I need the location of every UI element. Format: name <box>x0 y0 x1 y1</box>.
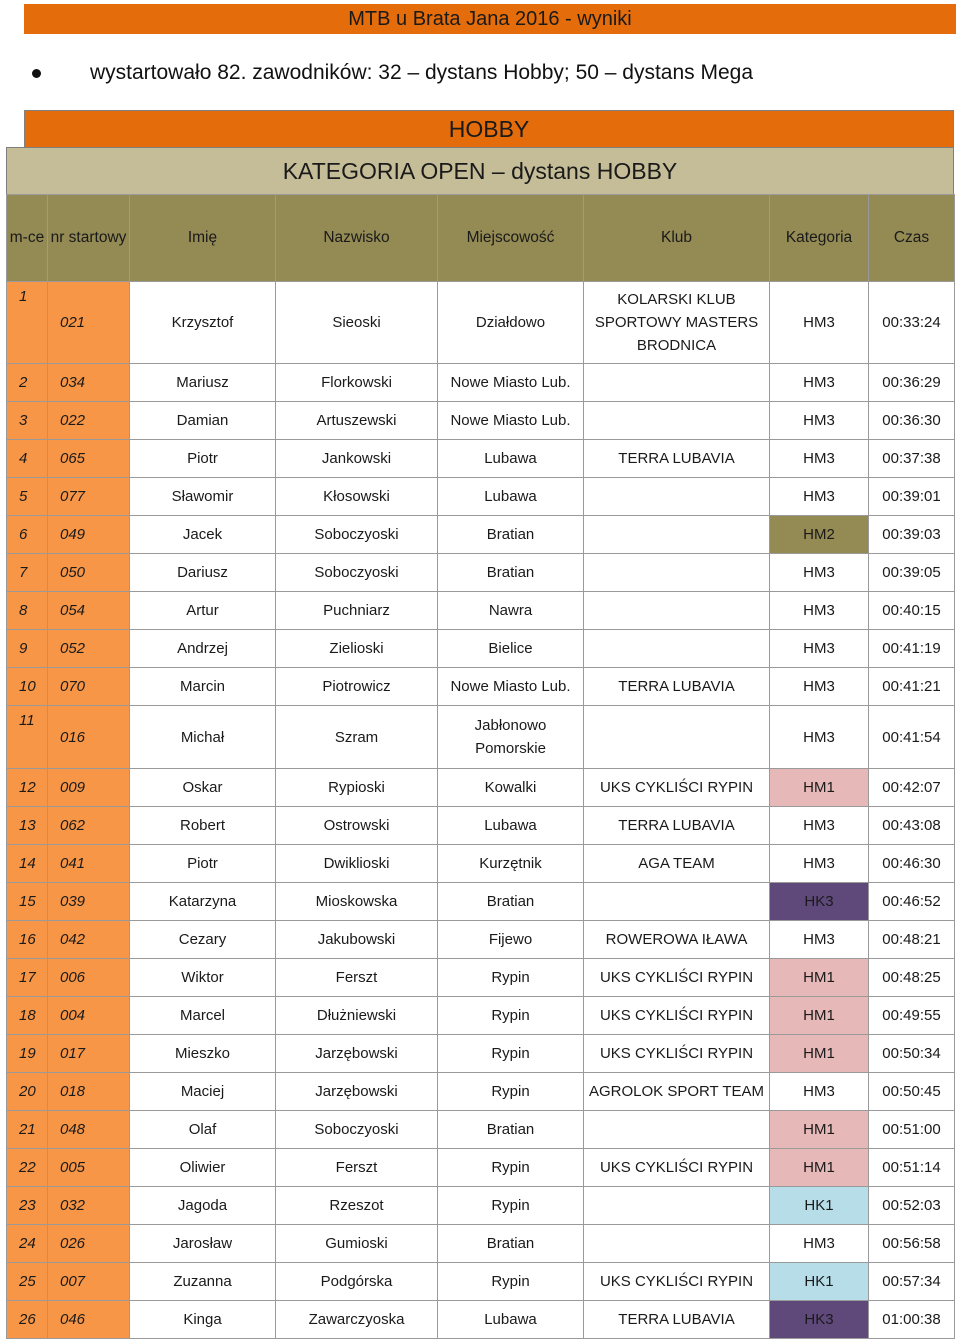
cell-kategoria: HM1 <box>770 1035 869 1073</box>
cell-czas: 00:43:08 <box>869 807 955 845</box>
table-row <box>7 516 955 554</box>
cell-klub: TERRA LUBAVIA <box>584 807 770 845</box>
cell-czas: 00:41:19 <box>869 630 955 668</box>
cell-miejscowosc: Nawra <box>438 592 584 630</box>
cell-klub: TERRA LUBAVIA <box>584 440 770 478</box>
cell-place: 2 <box>7 364 48 402</box>
cell-kategoria: HM3 <box>770 402 869 440</box>
cell-place: 26 <box>7 1301 48 1339</box>
cell-nazwisko: Soboczyoski <box>276 1111 438 1149</box>
cell-nazwisko: Zielioski <box>276 630 438 668</box>
cell-miejscowosc: Kurzętnik <box>438 845 584 883</box>
cell-imie: Piotr <box>130 845 276 883</box>
cell-klub <box>584 630 770 668</box>
cell-klub: UKS CYKLIŚCI RYPIN <box>584 769 770 807</box>
cell-czas: 00:37:38 <box>869 440 955 478</box>
cell-miejscowosc: Rypin <box>438 1263 584 1301</box>
cell-klub: UKS CYKLIŚCI RYPIN <box>584 1149 770 1187</box>
cell-miejscowosc: Fijewo <box>438 921 584 959</box>
cell-nazwisko: Podgórska <box>276 1263 438 1301</box>
cell-kategoria: HM3 <box>770 668 869 706</box>
cell-czas: 00:46:52 <box>869 883 955 921</box>
cell-miejscowosc: Rypin <box>438 1187 584 1225</box>
cell-miejscowosc: Bratian <box>438 883 584 921</box>
cell-miejscowosc: Lubawa <box>438 807 584 845</box>
page-title: MTB u Brata Jana 2016 - wyniki <box>24 4 956 34</box>
table-row <box>7 364 955 402</box>
cell-kategoria: HK3 <box>770 883 869 921</box>
cell-klub: UKS CYKLIŚCI RYPIN <box>584 1035 770 1073</box>
cell-nazwisko: Ferszt <box>276 959 438 997</box>
cell-klub: UKS CYKLIŚCI RYPIN <box>584 997 770 1035</box>
cell-kategoria: HM1 <box>770 1149 869 1187</box>
results-body <box>7 282 955 1339</box>
table-row <box>7 807 955 845</box>
table-row <box>7 769 955 807</box>
cell-nr: 062 <box>48 807 130 845</box>
cell-kategoria: HK1 <box>770 1187 869 1225</box>
table-row <box>7 630 955 668</box>
table-row <box>7 1225 955 1263</box>
cell-klub: KOLARSKI KLUB SPORTOWY MASTERS BRODNICA <box>584 282 770 364</box>
cell-place: 20 <box>7 1073 48 1111</box>
cell-nr: 041 <box>48 845 130 883</box>
cell-place: 23 <box>7 1187 48 1225</box>
cell-place: 7 <box>7 554 48 592</box>
cell-imie: Krzysztof <box>130 282 276 364</box>
cell-klub: ROWEROWA IŁAWA <box>584 921 770 959</box>
table-row <box>7 282 955 364</box>
cell-miejscowosc: Działdowo <box>438 282 584 364</box>
cell-nr: 050 <box>48 554 130 592</box>
cell-czas: 00:48:25 <box>869 959 955 997</box>
cell-kategoria: HM3 <box>770 282 869 364</box>
cell-nazwisko: Jakubowski <box>276 921 438 959</box>
cell-nazwisko: Ostrowski <box>276 807 438 845</box>
cell-nazwisko: Kłosowski <box>276 478 438 516</box>
cell-kategoria: HM3 <box>770 364 869 402</box>
cell-nr: 048 <box>48 1111 130 1149</box>
cell-imie: Sławomir <box>130 478 276 516</box>
cell-nazwisko: Puchniarz <box>276 592 438 630</box>
table-row <box>7 1301 955 1339</box>
cell-nr: 016 <box>48 706 130 769</box>
cell-czas: 00:36:30 <box>869 402 955 440</box>
cell-czas: 00:42:07 <box>869 769 955 807</box>
cell-nazwisko: Zawarczyoska <box>276 1301 438 1339</box>
cell-miejscowosc: Rypin <box>438 959 584 997</box>
cell-nr: 009 <box>48 769 130 807</box>
cell-place: 1 <box>7 282 48 364</box>
table-row <box>7 959 955 997</box>
cell-nazwisko: Szram <box>276 706 438 769</box>
header-nr: nr startowy <box>48 195 130 282</box>
cell-czas: 00:33:24 <box>869 282 955 364</box>
cell-klub <box>584 706 770 769</box>
cell-czas: 00:51:00 <box>869 1111 955 1149</box>
cell-nr: 049 <box>48 516 130 554</box>
cell-miejscowosc: Rypin <box>438 1035 584 1073</box>
cell-imie: Damian <box>130 402 276 440</box>
cell-imie: Mieszko <box>130 1035 276 1073</box>
cell-klub: TERRA LUBAVIA <box>584 668 770 706</box>
cell-place: 11 <box>7 706 48 769</box>
cell-klub <box>584 478 770 516</box>
cell-nr: 006 <box>48 959 130 997</box>
cell-place: 6 <box>7 516 48 554</box>
cell-nr: 039 <box>48 883 130 921</box>
cell-czas: 00:39:03 <box>869 516 955 554</box>
table-row <box>7 883 955 921</box>
cell-kategoria: HM3 <box>770 706 869 769</box>
cell-nr: 042 <box>48 921 130 959</box>
cell-miejscowosc: Bratian <box>438 1225 584 1263</box>
cell-klub <box>584 364 770 402</box>
cell-miejscowosc: Rypin <box>438 997 584 1035</box>
cell-miejscowosc: Kowalki <box>438 769 584 807</box>
cell-place: 13 <box>7 807 48 845</box>
cell-klub: UKS CYKLIŚCI RYPIN <box>584 1263 770 1301</box>
header-place: m-ce <box>7 195 48 282</box>
cell-imie: Robert <box>130 807 276 845</box>
cell-kategoria: HK3 <box>770 1301 869 1339</box>
table-row <box>7 706 955 769</box>
cell-nr: 026 <box>48 1225 130 1263</box>
cell-nazwisko: Ferszt <box>276 1149 438 1187</box>
cell-imie: Piotr <box>130 440 276 478</box>
cell-nazwisko: Soboczyoski <box>276 516 438 554</box>
cell-czas: 00:49:55 <box>869 997 955 1035</box>
cell-nazwisko: Florkowski <box>276 364 438 402</box>
cell-place: 14 <box>7 845 48 883</box>
cell-kategoria: HM3 <box>770 554 869 592</box>
cell-place: 12 <box>7 769 48 807</box>
cell-imie: Artur <box>130 592 276 630</box>
cell-place: 25 <box>7 1263 48 1301</box>
cell-nazwisko: Piotrowicz <box>276 668 438 706</box>
cell-kategoria: HM3 <box>770 1225 869 1263</box>
category-title: KATEGORIA OPEN – dystans HOBBY <box>6 147 954 195</box>
cell-place: 19 <box>7 1035 48 1073</box>
cell-czas: 00:52:03 <box>869 1187 955 1225</box>
cell-kategoria: HM3 <box>770 1073 869 1111</box>
header-kategoria: Kategoria <box>770 195 869 282</box>
cell-klub: AGA TEAM <box>584 845 770 883</box>
cell-miejscowosc: Bielice <box>438 630 584 668</box>
cell-klub <box>584 592 770 630</box>
header-nazwisko: Nazwisko <box>276 195 438 282</box>
cell-nr: 077 <box>48 478 130 516</box>
cell-imie: Katarzyna <box>130 883 276 921</box>
cell-miejscowosc: Bratian <box>438 1111 584 1149</box>
cell-place: 4 <box>7 440 48 478</box>
table-row <box>7 1149 955 1187</box>
cell-czas: 00:56:58 <box>869 1225 955 1263</box>
cell-nazwisko: Rypioski <box>276 769 438 807</box>
cell-kategoria: HK1 <box>770 1263 869 1301</box>
cell-czas: 01:00:38 <box>869 1301 955 1339</box>
cell-imie: Marcin <box>130 668 276 706</box>
table-row <box>7 1073 955 1111</box>
cell-kategoria: HM3 <box>770 845 869 883</box>
cell-place: 17 <box>7 959 48 997</box>
cell-kategoria: HM3 <box>770 592 869 630</box>
cell-place: 8 <box>7 592 48 630</box>
cell-miejscowosc: Nowe Miasto Lub. <box>438 668 584 706</box>
cell-nazwisko: Soboczyoski <box>276 554 438 592</box>
cell-miejscowosc: Lubawa <box>438 440 584 478</box>
cell-nr: 070 <box>48 668 130 706</box>
cell-imie: Maciej <box>130 1073 276 1111</box>
table-row <box>7 592 955 630</box>
table-row <box>7 440 955 478</box>
cell-czas: 00:41:54 <box>869 706 955 769</box>
cell-klub <box>584 402 770 440</box>
cell-place: 24 <box>7 1225 48 1263</box>
cell-nr: 018 <box>48 1073 130 1111</box>
table-row <box>7 1111 955 1149</box>
table-row <box>7 1187 955 1225</box>
cell-nr: 021 <box>48 282 130 364</box>
section-title: HOBBY <box>24 110 954 148</box>
cell-imie: Marcel <box>130 997 276 1035</box>
cell-klub <box>584 554 770 592</box>
cell-nr: 046 <box>48 1301 130 1339</box>
cell-klub <box>584 883 770 921</box>
cell-kategoria: HM2 <box>770 516 869 554</box>
cell-nazwisko: Jarzębowski <box>276 1073 438 1111</box>
cell-place: 15 <box>7 883 48 921</box>
cell-nr: 032 <box>48 1187 130 1225</box>
cell-kategoria: HM1 <box>770 1111 869 1149</box>
cell-miejscowosc: Jabłonowo Pomorskie <box>438 706 584 769</box>
cell-nazwisko: Sieoski <box>276 282 438 364</box>
table-row <box>7 997 955 1035</box>
cell-klub: TERRA LUBAVIA <box>584 1301 770 1339</box>
cell-place: 9 <box>7 630 48 668</box>
cell-imie: Oliwier <box>130 1149 276 1187</box>
header-imie: Imię <box>130 195 276 282</box>
cell-nazwisko: Artuszewski <box>276 402 438 440</box>
cell-miejscowosc: Lubawa <box>438 1301 584 1339</box>
cell-czas: 00:41:21 <box>869 668 955 706</box>
table-row <box>7 554 955 592</box>
cell-nazwisko: Gumioski <box>276 1225 438 1263</box>
cell-kategoria: HM1 <box>770 997 869 1035</box>
cell-imie: Kinga <box>130 1301 276 1339</box>
table-row <box>7 845 955 883</box>
table-row <box>7 478 955 516</box>
cell-kategoria: HM3 <box>770 478 869 516</box>
cell-nazwisko: Dłużniewski <box>276 997 438 1035</box>
bullet-icon <box>32 69 41 78</box>
cell-imie: Jagoda <box>130 1187 276 1225</box>
cell-miejscowosc: Lubawa <box>438 478 584 516</box>
cell-czas: 00:39:05 <box>869 554 955 592</box>
cell-kategoria: HM3 <box>770 921 869 959</box>
cell-nr: 022 <box>48 402 130 440</box>
cell-place: 21 <box>7 1111 48 1149</box>
cell-nr: 054 <box>48 592 130 630</box>
cell-nazwisko: Mioskowska <box>276 883 438 921</box>
cell-nazwisko: Dwiklioski <box>276 845 438 883</box>
cell-imie: Mariusz <box>130 364 276 402</box>
cell-czas: 00:57:34 <box>869 1263 955 1301</box>
cell-place: 10 <box>7 668 48 706</box>
table-row <box>7 1263 955 1301</box>
cell-place: 18 <box>7 997 48 1035</box>
cell-place: 3 <box>7 402 48 440</box>
cell-imie: Zuzanna <box>130 1263 276 1301</box>
cell-kategoria: HM3 <box>770 440 869 478</box>
cell-czas: 00:36:29 <box>869 364 955 402</box>
cell-miejscowosc: Bratian <box>438 516 584 554</box>
cell-klub <box>584 1111 770 1149</box>
cell-kategoria: HM3 <box>770 807 869 845</box>
cell-imie: Andrzej <box>130 630 276 668</box>
cell-klub <box>584 1225 770 1263</box>
cell-place: 5 <box>7 478 48 516</box>
cell-nr: 017 <box>48 1035 130 1073</box>
cell-klub: AGROLOK SPORT TEAM <box>584 1073 770 1111</box>
cell-czas: 00:46:30 <box>869 845 955 883</box>
cell-nr: 004 <box>48 997 130 1035</box>
table-header-row <box>7 195 955 282</box>
cell-kategoria: HM1 <box>770 959 869 997</box>
header-klub: Klub <box>584 195 770 282</box>
cell-nr: 065 <box>48 440 130 478</box>
cell-czas: 00:50:45 <box>869 1073 955 1111</box>
cell-nr: 052 <box>48 630 130 668</box>
cell-miejscowosc: Rypin <box>438 1149 584 1187</box>
cell-nazwisko: Rzeszot <box>276 1187 438 1225</box>
results-table <box>6 194 955 1339</box>
cell-miejscowosc: Bratian <box>438 554 584 592</box>
table-row <box>7 668 955 706</box>
cell-miejscowosc: Nowe Miasto Lub. <box>438 402 584 440</box>
cell-kategoria: HM1 <box>770 769 869 807</box>
cell-nr: 007 <box>48 1263 130 1301</box>
cell-imie: Cezary <box>130 921 276 959</box>
cell-nazwisko: Jarzębowski <box>276 1035 438 1073</box>
cell-place: 22 <box>7 1149 48 1187</box>
table-row <box>7 1035 955 1073</box>
table-row <box>7 402 955 440</box>
cell-nr: 034 <box>48 364 130 402</box>
table-row <box>7 921 955 959</box>
cell-kategoria: HM3 <box>770 630 869 668</box>
cell-miejscowosc: Rypin <box>438 1073 584 1111</box>
cell-place: 16 <box>7 921 48 959</box>
cell-czas: 00:51:14 <box>869 1149 955 1187</box>
cell-miejscowosc: Nowe Miasto Lub. <box>438 364 584 402</box>
cell-imie: Michał <box>130 706 276 769</box>
cell-klub <box>584 1187 770 1225</box>
cell-czas: 00:39:01 <box>869 478 955 516</box>
cell-czas: 00:48:21 <box>869 921 955 959</box>
cell-imie: Jacek <box>130 516 276 554</box>
cell-imie: Oskar <box>130 769 276 807</box>
cell-imie: Jarosław <box>130 1225 276 1263</box>
cell-klub: UKS CYKLIŚCI RYPIN <box>584 959 770 997</box>
summary-text: wystartowało 82. zawodników: 32 – dystans Hobby; 50 – dystans Mega <box>90 61 754 84</box>
cell-imie: Dariusz <box>130 554 276 592</box>
cell-czas: 00:40:15 <box>869 592 955 630</box>
cell-imie: Wiktor <box>130 959 276 997</box>
header-miejscowosc: Miejscowość <box>438 195 584 282</box>
cell-nr: 005 <box>48 1149 130 1187</box>
cell-klub <box>584 516 770 554</box>
header-czas: Czas <box>869 195 955 282</box>
participants-summary <box>24 56 956 90</box>
cell-imie: Olaf <box>130 1111 276 1149</box>
cell-czas: 00:50:34 <box>869 1035 955 1073</box>
cell-nazwisko: Jankowski <box>276 440 438 478</box>
